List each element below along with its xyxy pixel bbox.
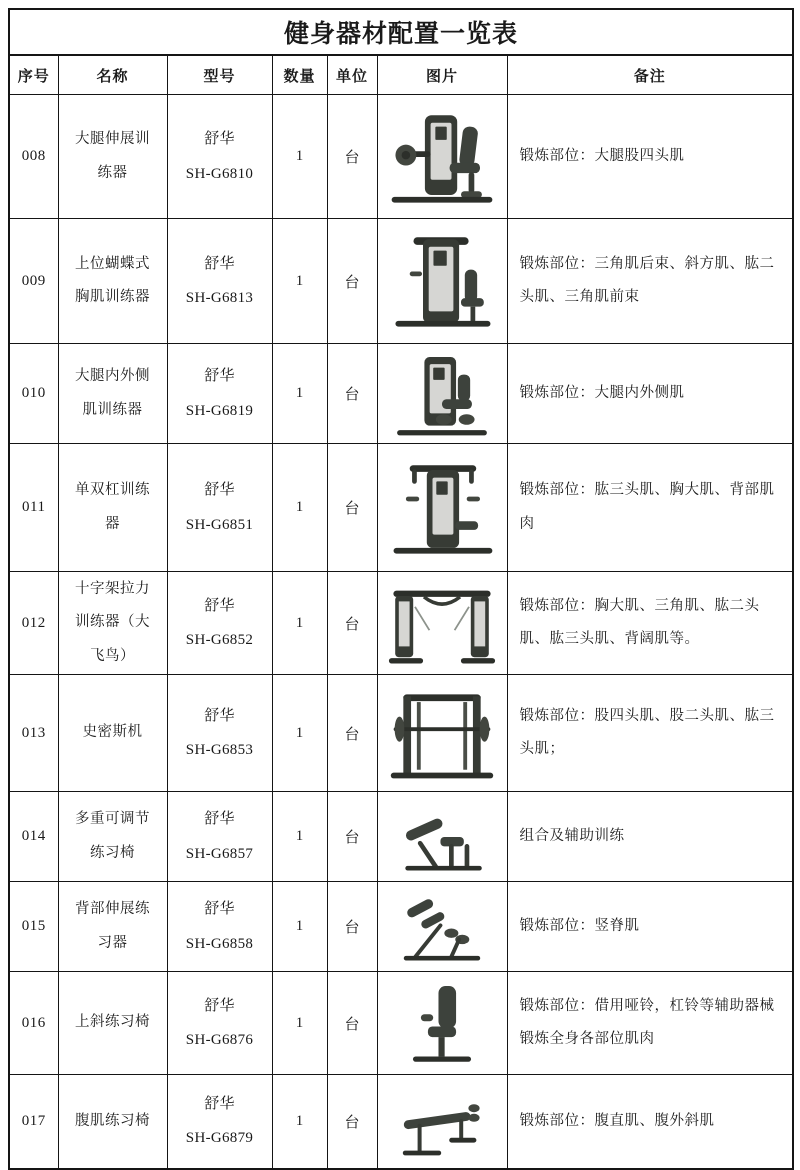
brand: 舒华 — [204, 997, 235, 1014]
model-no: SH-G6853 — [185, 742, 254, 758]
col-header-name: 名称 — [58, 55, 167, 95]
adjustable-bench-icon — [386, 798, 498, 876]
brand: 舒华 — [204, 131, 235, 147]
cell-model — [167, 444, 272, 572]
cell-qty: 1 — [272, 972, 327, 1075]
model-no: SH-G6852 — [185, 632, 254, 648]
cell-name: 上斜练习椅 — [58, 972, 167, 1075]
table-row — [9, 792, 793, 882]
cell-no: 017 — [9, 1075, 58, 1169]
cell-image — [377, 572, 507, 675]
cell-no: 015 — [9, 882, 58, 972]
cell-image — [377, 792, 507, 882]
cell-name: 单双杠训练器 — [58, 444, 167, 572]
table-row — [9, 972, 793, 1075]
header-row — [9, 55, 793, 95]
model-no: SH-G6819 — [185, 402, 254, 419]
cell-remark: 锻炼部位：借用哑铃，杠铃等辅助器械锻炼全身各部位肌肉 — [507, 972, 793, 1075]
cell-unit: 台 — [327, 792, 377, 882]
cell-remark: 锻炼部位：股四头肌、股二头肌、肱三头肌； — [507, 675, 793, 792]
cell-model — [167, 972, 272, 1075]
cell-name: 大腿内外侧肌训练器 — [58, 344, 167, 444]
model-no: SH-G6851 — [185, 516, 254, 533]
cell-image — [377, 675, 507, 792]
col-header-qty: 数量 — [272, 55, 327, 95]
brand: 舒华 — [204, 707, 235, 724]
cell-remark: 锻炼部位：三角肌后束、斜方肌、肱二头肌、三角肌前束 — [507, 219, 793, 344]
cell-remark: 锻炼部位：腹直肌、腹外斜肌 — [507, 1075, 793, 1169]
cell-name: 十字架拉力训练器（大飞鸟） — [58, 572, 167, 675]
model-no: SH-G6858 — [185, 935, 254, 952]
cell-name: 上位蝴蝶式胸肌训练器 — [58, 219, 167, 344]
brand: 舒华 — [204, 368, 235, 384]
cell-model — [167, 792, 272, 882]
leg-extension-machine-icon — [385, 107, 499, 207]
cell-unit: 台 — [327, 1075, 377, 1169]
cell-unit: 台 — [327, 675, 377, 792]
col-header-image: 图片 — [377, 55, 507, 95]
cell-no: 014 — [9, 792, 58, 882]
col-header-no: 序号 — [9, 55, 58, 95]
equipment-table — [8, 8, 794, 1170]
cell-model — [167, 675, 272, 792]
cell-no: 010 — [9, 344, 58, 444]
brand: 舒华 — [204, 597, 235, 614]
cell-image — [377, 1075, 507, 1169]
cell-image — [377, 219, 507, 344]
table-row — [9, 344, 793, 444]
cell-name: 多重可调节练习椅 — [58, 792, 167, 882]
table-row — [9, 95, 793, 219]
table-row — [9, 882, 793, 972]
cell-name: 大腿伸展训练器 — [58, 95, 167, 219]
smith-machine-icon — [384, 683, 500, 783]
dip-chin-machine-icon — [385, 456, 499, 560]
ab-crunch-bench-icon — [386, 1081, 498, 1161]
cell-unit: 台 — [327, 972, 377, 1075]
back-extension-bench-icon — [386, 888, 498, 966]
cell-name: 史密斯机 — [58, 675, 167, 792]
cell-no: 011 — [9, 444, 58, 572]
thigh-abductor-machine-icon — [389, 350, 495, 438]
cell-image — [377, 972, 507, 1075]
cell-qty: 1 — [272, 95, 327, 219]
model-no: SH-G6857 — [185, 845, 254, 862]
cell-remark: 锻炼部位：肱三头肌、胸大肌、背部肌肉 — [507, 444, 793, 572]
table-row — [9, 1075, 793, 1169]
cell-image — [377, 95, 507, 219]
cell-qty: 1 — [272, 344, 327, 444]
cell-model — [167, 219, 272, 344]
model-no: SH-G6876 — [185, 1032, 254, 1048]
table-row — [9, 675, 793, 792]
page-title: 健身器材配置一览表 — [9, 9, 793, 55]
cell-name: 背部伸展练习器 — [58, 882, 167, 972]
cell-no: 013 — [9, 675, 58, 792]
cell-no: 016 — [9, 972, 58, 1075]
title-row — [9, 9, 793, 55]
cell-model — [167, 95, 272, 219]
pec-fly-machine-icon — [385, 230, 499, 332]
cell-qty: 1 — [272, 572, 327, 675]
cell-no: 008 — [9, 95, 58, 219]
brand: 舒华 — [204, 482, 235, 498]
table-row — [9, 444, 793, 572]
cell-qty: 1 — [272, 1075, 327, 1169]
cell-unit: 台 — [327, 344, 377, 444]
cell-image — [377, 882, 507, 972]
cell-qty: 1 — [272, 792, 327, 882]
brand: 舒华 — [204, 1095, 235, 1112]
cell-name: 腹肌练习椅 — [58, 1075, 167, 1169]
cell-qty: 1 — [272, 444, 327, 572]
model-no: SH-G6810 — [185, 165, 254, 182]
cell-model — [167, 344, 272, 444]
cell-model — [167, 882, 272, 972]
cell-model — [167, 1075, 272, 1169]
cell-unit: 台 — [327, 572, 377, 675]
cell-remark: 锻炼部位：大腿内外侧肌 — [507, 344, 793, 444]
cell-remark: 组合及辅助训练 — [507, 792, 793, 882]
col-header-model: 型号 — [167, 55, 272, 95]
cell-image — [377, 344, 507, 444]
cell-remark: 锻炼部位：竖脊肌 — [507, 882, 793, 972]
model-no: SH-G6879 — [185, 1130, 254, 1147]
brand: 舒华 — [204, 901, 235, 917]
brand: 舒华 — [204, 255, 235, 272]
cell-remark: 锻炼部位：大腿股四头肌 — [507, 95, 793, 219]
cell-unit: 台 — [327, 444, 377, 572]
model-no: SH-G6813 — [185, 290, 254, 306]
cell-unit: 台 — [327, 95, 377, 219]
cell-unit: 台 — [327, 882, 377, 972]
cell-model — [167, 572, 272, 675]
table-row — [9, 572, 793, 675]
col-header-remark: 备注 — [507, 55, 793, 95]
brand: 舒华 — [204, 811, 235, 827]
cell-qty: 1 — [272, 882, 327, 972]
cell-unit: 台 — [327, 219, 377, 344]
cell-no: 009 — [9, 219, 58, 344]
cell-qty: 1 — [272, 675, 327, 792]
cell-remark: 锻炼部位：胸大肌、三角肌、肱二头肌、肱三头肌、背阔肌等。 — [507, 572, 793, 675]
cell-image — [377, 444, 507, 572]
cable-crossover-machine-icon — [383, 578, 501, 668]
table-row — [9, 219, 793, 344]
col-header-unit: 单位 — [327, 55, 377, 95]
cell-no: 012 — [9, 572, 58, 675]
cell-qty: 1 — [272, 219, 327, 344]
upright-seat-bench-icon — [389, 979, 495, 1067]
